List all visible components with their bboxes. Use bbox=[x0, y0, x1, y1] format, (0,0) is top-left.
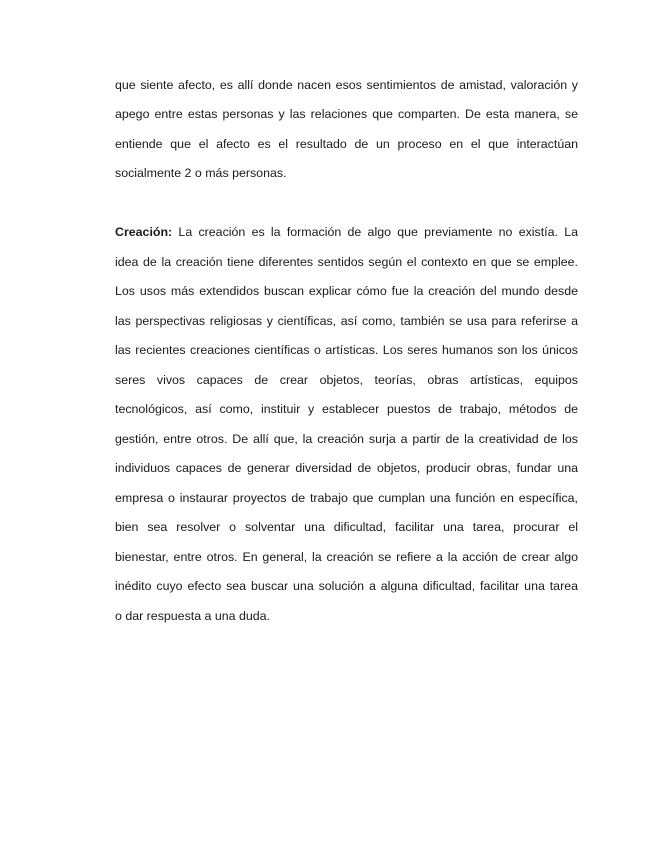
definition-first-line-text: La creación es la formación de algo que previamente no existía. La bbox=[172, 225, 578, 239]
paragraph-2-line-14: o dar respuesta a una duda. bbox=[115, 609, 270, 623]
paragraph-1-line-1: que siente afecto, es allí donde nacen esos sentimientos de amistad, valoración y bbox=[115, 78, 578, 92]
definition-term: Creación: bbox=[115, 225, 173, 239]
paragraph-2-line-10: empresa o instaurar proyectos de trabajo que cumplan una función en específica, bbox=[115, 491, 578, 505]
paragraph-2-line-4: las perspectivas religiosas y científicas, así como, también se usa para referirse a bbox=[115, 314, 578, 328]
paragraph-2-line-9: individuos capaces de generar diversidad de objetos, producir obras, fundar una bbox=[115, 461, 578, 475]
paragraph-2-line-6: seres vivos capaces de crear objetos, teorías, obras artísticas, equipos bbox=[115, 373, 578, 387]
paragraph-1-line-2: apego entre estas personas y las relaciones que comparten. De esta manera, se bbox=[115, 107, 578, 121]
paragraph-2-line-5: las recientes creaciones científicas o artísticas. Los seres humanos son los únicos bbox=[115, 343, 578, 357]
paragraph-1-line-4: socialmente 2 o más personas. bbox=[115, 166, 287, 180]
paragraph-2-line-2: idea de la creación tiene diferentes sentidos según el contexto en que se emplee. bbox=[115, 255, 578, 269]
paragraph-2-line-8: gestión, entre otros. De allí que, la creación surja a partir de la creatividad de los bbox=[115, 432, 578, 446]
paragraph-2-line-11: bien sea resolver o solventar una dificultad, facilitar una tarea, procurar el bbox=[115, 520, 578, 534]
paragraph-2-line-3: Los usos más extendidos buscan explicar cómo fue la creación del mundo desde bbox=[115, 284, 578, 298]
paragraph-2-line-7: tecnológicos, así como, instituir y establecer puestos de trabajo, métodos de bbox=[115, 402, 578, 416]
paragraph-2-line-13: inédito cuyo efecto sea buscar una solución a alguna dificultad, facilitar una tarea bbox=[115, 579, 578, 593]
paragraph-2-line-1 bbox=[115, 222, 578, 242]
paragraph-2-line-12: bienestar, entre otros. En general, la creación se refiere a la acción de crear algo bbox=[115, 550, 578, 564]
paragraph-1-line-3: entiende que el afecto es el resultado de un proceso en el que interactúan bbox=[115, 137, 578, 151]
